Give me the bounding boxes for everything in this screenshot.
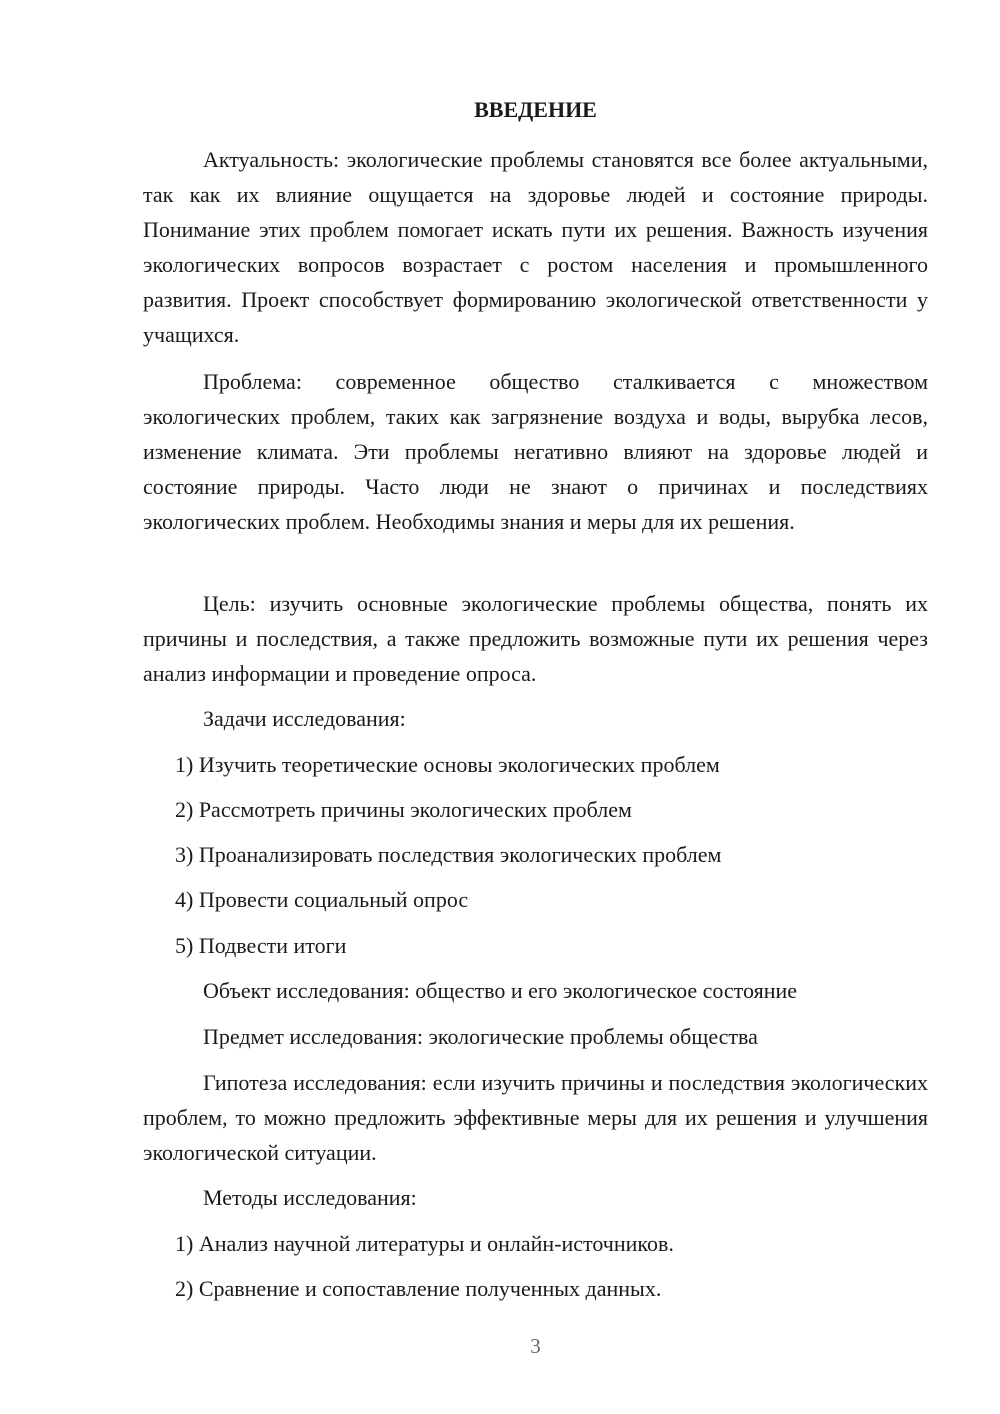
method-item: 2) Сравнение и сопоставление полученных данных. — [175, 1276, 662, 1301]
research-subject: Предмет исследования: экологические проблемы общества — [203, 1024, 758, 1049]
relevance-paragraph: Актуальность: экологические проблемы становятся все более актуальными, так как их влияние ощущается на здоровье людей и состояние природы. Понимание этих проблем помогает искать пути их решения. Важность изучения экологических вопросов возрастает с ростом населения и промышленного развития. Проект способствует формированию экологической ответственности у учащихся. — [143, 147, 928, 347]
task-item: 5) Подвести итоги — [175, 933, 347, 958]
page-number: 3 — [530, 1334, 541, 1358]
task-item: 4) Провести социальный опрос — [175, 887, 469, 912]
goal-paragraph: Цель: изучить основные экологические проблемы общества, понять их причины и последствия, а также предложить возможные пути их решения через анализ информации и проведение опроса. — [143, 591, 928, 686]
task-item: 3) Проанализировать последствия экологических проблем — [175, 842, 722, 867]
hypothesis-paragraph: Гипотеза исследования: если изучить причины и последствия экологических проблем, то можно предложить эффективные меры для их решения и улучшения экологической ситуации. — [143, 1070, 928, 1165]
task-item: 2) Рассмотреть причины экологических проблем — [175, 797, 632, 822]
method-item: 1) Анализ научной литературы и онлайн-источников. — [175, 1231, 674, 1256]
problem-paragraph: Проблема: современное общество сталкивается с множеством экологических проблем, таких как загрязнение воздуха и воды, вырубка лесов, изменение климата. Эти проблемы негативно влияют на здоровье людей и состояние природы. Часто люди не знают о причинах и последствиях экологических проблем. Необходимы знания и меры для их решения. — [143, 369, 928, 534]
page-title: ВВЕДЕНИЕ — [474, 97, 597, 122]
research-object: Объект исследования: общество и его экологическое состояние — [203, 978, 798, 1003]
methods-heading: Методы исследования: — [203, 1185, 417, 1210]
task-item: 1) Изучить теоретические основы экологических проблем — [175, 752, 720, 777]
tasks-heading: Задачи исследования: — [203, 706, 406, 731]
